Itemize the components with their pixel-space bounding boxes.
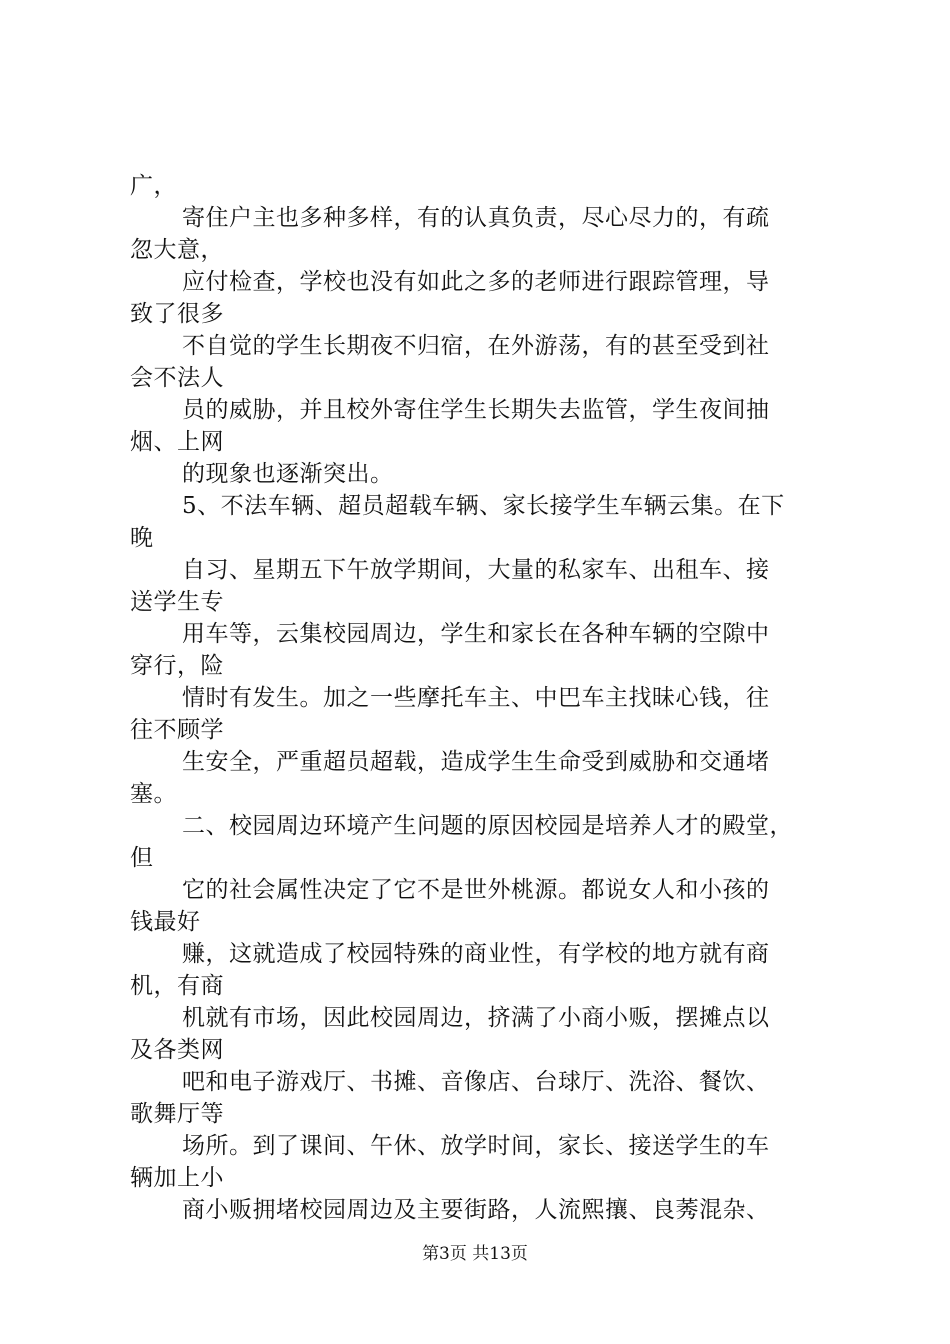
text-line: 5、不法车辆、超员超载车辆、家长接学生车辆云集。在下	[182, 493, 785, 519]
text-line: 广，	[130, 173, 177, 199]
text-line: 往不顾学	[130, 717, 224, 743]
text-line: 商小贩拥堵校园周边及主要街路，人流熙攘、良莠混杂、	[182, 1197, 770, 1223]
text-line: 塞。	[130, 781, 177, 807]
text-line: 寄住户主也多种多样，有的认真负责，尽心尽力的，有疏	[182, 205, 770, 231]
text-line: 机，有商	[130, 973, 224, 999]
text-line: 晚	[130, 525, 154, 551]
text-line: 会不法人	[130, 365, 224, 391]
text-line: 忽大意，	[130, 237, 224, 263]
text-line: 烟、上网	[130, 429, 224, 455]
page-footer: 第3页 共13页	[422, 1244, 528, 1264]
text-line: 吧和电子游戏厅、书摊、音像店、台球厅、洗浴、餐饮、	[182, 1069, 770, 1095]
text-line: 用车等，云集校园周边，学生和家长在各种车辆的空隙中	[182, 621, 770, 647]
text-line: 应付检查，学校也没有如此之多的老师进行跟踪管理，导	[182, 269, 770, 295]
body-text	[130, 170, 850, 1226]
text-line: 自习、星期五下午放学期间，大量的私家车、出租车、接	[182, 557, 770, 583]
text-line: 赚，这就造成了校园特殊的商业性，有学校的地方就有商	[182, 941, 770, 967]
text-line: 不自觉的学生长期夜不归宿，在外游荡，有的甚至受到社	[182, 333, 770, 359]
text-line: 的现象也逐渐突出。	[182, 461, 394, 487]
text-line: 穿行，险	[130, 653, 224, 679]
text-line: 送学生专	[130, 589, 224, 615]
text-line: 场所。到了课间、午休、放学时间，家长、接送学生的车	[182, 1133, 770, 1159]
text-line: 辆加上小	[130, 1165, 224, 1191]
text-line: 及各类网	[130, 1037, 224, 1063]
text-line: 但	[130, 845, 154, 871]
text-line: 二、校园周边环境产生问题的原因校园是培养人才的殿堂，	[182, 813, 793, 839]
text-line: 员的威胁，并且校外寄住学生长期失去监管，学生夜间抽	[182, 397, 770, 423]
text-line: 它的社会属性决定了它不是世外桃源。都说女人和小孩的	[182, 877, 770, 903]
text-line: 致了很多	[130, 301, 224, 327]
text-line: 机就有市场，因此校园周边，挤满了小商小贩，摆摊点以	[182, 1005, 770, 1031]
text-line: 歌舞厅等	[130, 1101, 224, 1127]
text-line: 生安全，严重超员超载，造成学生生命受到威胁和交通堵	[182, 749, 770, 775]
text-line: 情时有发生。加之一些摩托车主、中巴车主找昧心钱，往	[182, 685, 770, 711]
text-line: 钱最好	[130, 909, 201, 935]
